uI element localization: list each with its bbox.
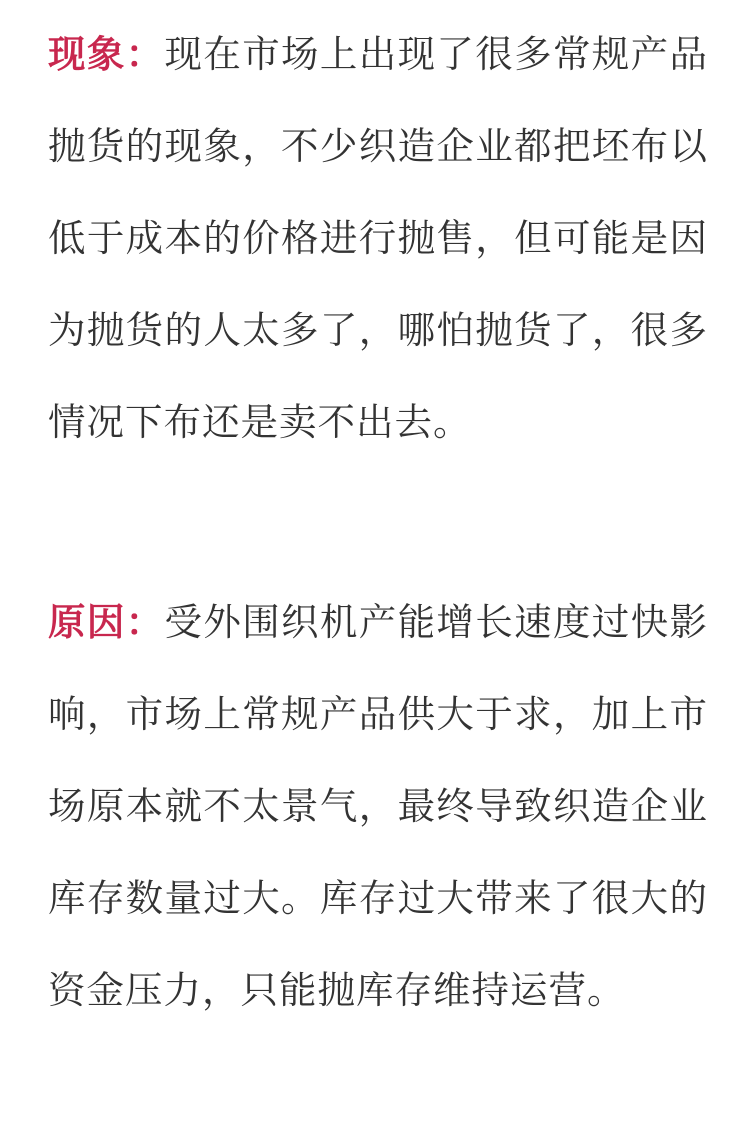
paragraph-phenomenon (48, 0, 708, 468)
section-label-cause: 原因： (48, 600, 165, 644)
paragraph-cause (48, 576, 708, 1036)
section-text-phenomenon: 现在市场上出现了很多常规产品抛货的现象，不少织造企业都把坯布以低于成本的价格进行抛售，但可能是因为抛货的人太多了，哪怕抛货了，很多情况下布还是卖不出去。 (48, 32, 708, 444)
section-label-phenomenon: 现象： (48, 32, 165, 76)
article-body (48, 0, 708, 1036)
section-text-cause: 受外围织机产能增长速度过快影响，市场上常规产品供大于求，加上市场原本就不太景气，最终导致织造企业库存数量过大。库存过大带来了很大的资金压力，只能抛库存维持运营。 (48, 600, 708, 1012)
